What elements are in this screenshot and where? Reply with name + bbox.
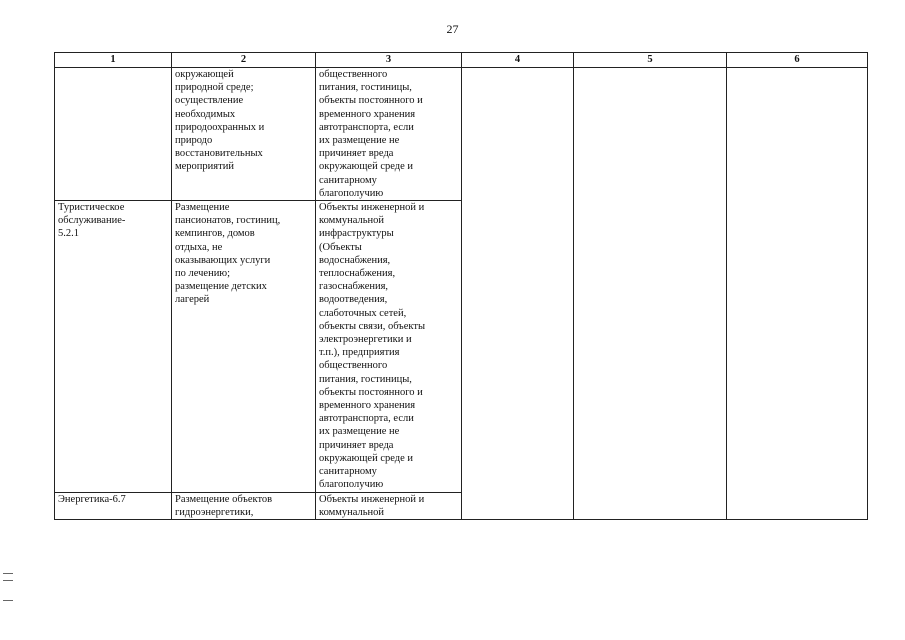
row-3-col-2: Размещение объектов гидроэнергетики, bbox=[172, 492, 316, 519]
col-4-cell bbox=[462, 68, 574, 520]
header-col-4: 4 bbox=[462, 53, 574, 68]
row-2-col-1: Туристическое обслуживание- 5.2.1 bbox=[55, 201, 172, 492]
row-1-col-2: окружающей природной среде; осуществление необходимых природоохранных и природо восстановительных мероприятий bbox=[172, 68, 316, 201]
page-number: 27 bbox=[446, 22, 459, 36]
header-col-3: 3 bbox=[316, 53, 462, 68]
row-2-col-3: Объекты инженерной и коммунальной инфраструктуры (Объекты водоснабжения, теплоснабжения, газоснабжения, водоотведения, слаботочных сетей, объекты связи, объекты электроэнергетики и т.п.), предприятия общественного питания, гостиницы, объекты постоянного и временного хранения автотранспорта, если их размещение не причиняет вреда окружающей среде и санитарному благополучию bbox=[316, 201, 462, 492]
col-5-cell bbox=[574, 68, 727, 520]
header-col-6: 6 bbox=[727, 53, 868, 68]
scan-edge-mark bbox=[3, 580, 13, 581]
col-6-cell bbox=[727, 68, 868, 520]
row-1-col-3: общественного питания, гостиницы, объекты постоянного и временного хранения автотранспорта, если их размещение не причиняет вреда окружающей среде и санитарному благополучию bbox=[316, 68, 462, 201]
row-3-col-1: Энергетика-6.7 bbox=[55, 492, 172, 519]
table-row bbox=[55, 68, 868, 201]
scan-edge-mark bbox=[3, 600, 13, 601]
row-1-col-1 bbox=[55, 68, 172, 201]
land-use-table bbox=[54, 52, 868, 520]
header-col-1: 1 bbox=[55, 53, 172, 68]
row-3-col-3: Объекты инженерной и коммунальной bbox=[316, 492, 462, 519]
header-row bbox=[55, 53, 868, 68]
row-2-col-2: Размещение пансионатов, гостиниц, кемпингов, домов отдыха, не оказывающих услуги по лечению; размещение детских лагерей bbox=[172, 201, 316, 492]
header-col-2: 2 bbox=[172, 53, 316, 68]
header-col-5: 5 bbox=[574, 53, 727, 68]
scan-edge-mark bbox=[3, 573, 13, 574]
